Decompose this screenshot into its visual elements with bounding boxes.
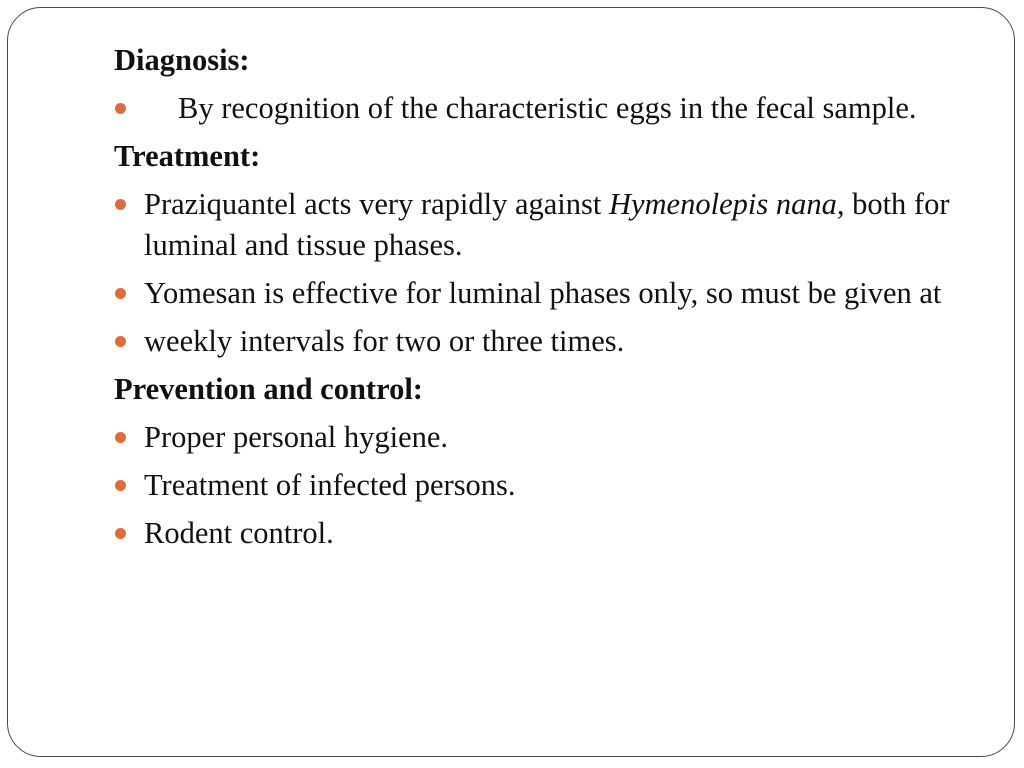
diagnosis-bullet-text: By recognition of the characteristic eggs in the fecal sample. [178, 91, 917, 125]
species-name: Hymenolepis nana [608, 187, 837, 221]
diagnosis-bullet-item [114, 88, 974, 129]
treatment-bullet-item-2 [114, 273, 974, 314]
prevention-item-text: Treatment of infected persons. [144, 468, 516, 502]
treatment-bullet-item-3 [114, 321, 974, 362]
treatment-heading: Treatment: [114, 139, 261, 173]
treatment-item2-text: Yomesan is effective for luminal phases only, so must be given at [144, 276, 942, 310]
bullet-dot-icon [115, 103, 126, 114]
prevention-bullet-item-1 [114, 417, 974, 458]
bullet-dot-icon [115, 480, 126, 491]
diagnosis-heading: Diagnosis: [114, 43, 250, 77]
prevention-bullet-item-2 [114, 465, 974, 506]
prevention-heading: Prevention and control: [114, 372, 423, 406]
treatment-item3-text: weekly intervals for two or three times. [144, 324, 625, 358]
prevention-item-text: Proper personal hygiene. [144, 420, 449, 454]
treatment-item1-text-after: , both for luminal and tissue phases. [144, 187, 950, 262]
treatment-item1-text-before: Praziquantel acts very rapidly against [144, 187, 609, 221]
slide-content [114, 40, 974, 561]
bullet-dot-icon [115, 288, 126, 299]
bullet-dot-icon [115, 336, 126, 347]
prevention-item-text: Rodent control. [144, 516, 334, 550]
bullet-dot-icon [115, 528, 126, 539]
bullet-dot-icon [115, 199, 126, 210]
treatment-bullet-item-1 [114, 184, 974, 266]
bullet-dot-icon [115, 432, 126, 443]
prevention-bullet-item-3 [114, 513, 974, 554]
